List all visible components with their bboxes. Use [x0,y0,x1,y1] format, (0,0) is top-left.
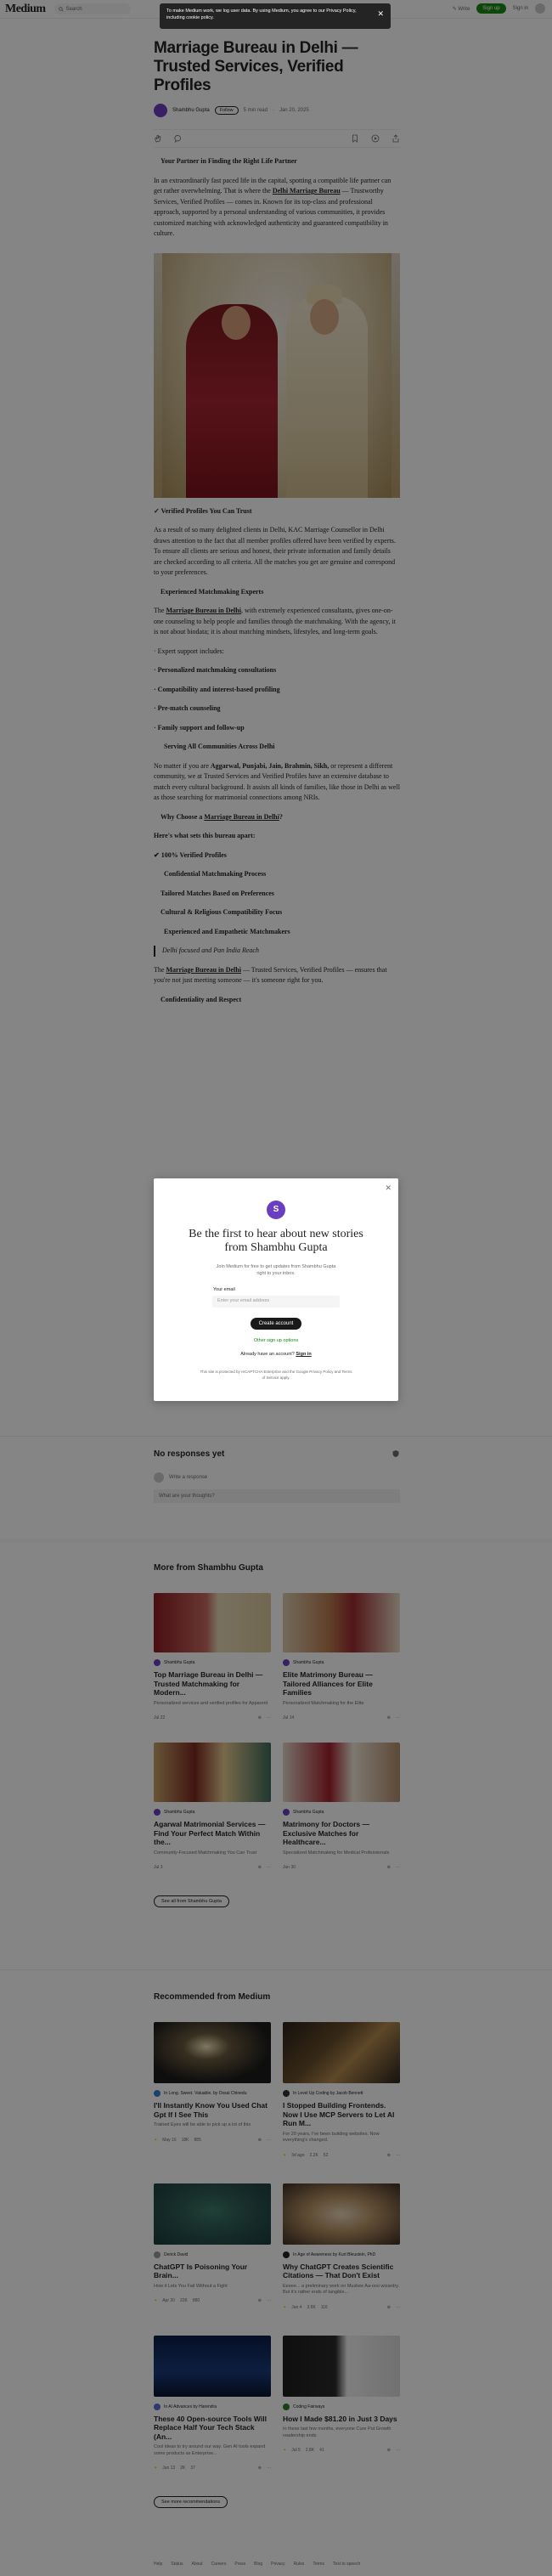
text: The [154,607,166,614]
response-writer: Write a response [169,1475,208,1480]
card-date: Jun 13 [162,2466,176,2471]
subscribe-modal [154,1178,398,1401]
footer-link[interactable]: Help [154,2562,163,2567]
footer-link[interactable]: Rules [293,2562,305,2567]
intro-heading: Your Partner in Finding the Right Life Partner [161,157,297,165]
more-icon[interactable]: ··· [267,2298,271,2303]
card-date: May 16 [162,2137,177,2143]
more-icon[interactable]: ··· [396,1865,400,1870]
card-author[interactable]: Shambhu Gupta [164,1810,195,1815]
communities-bold: Aggarwal, Punjabi, Jain, Brahmin, Sikh, [210,761,330,770]
card-subtitle: Cool ideas to try around our way. Gen AI tools expand some products as Enterprise... [154,2444,266,2456]
feature-item: ✔ 100% Verified Profiles [154,850,227,859]
footer-link[interactable]: Blog [254,2562,263,2567]
footer-link[interactable]: Privacy [271,2562,285,2567]
card-title[interactable]: Elite Matrimony Bureau — Tailored Alliances for Elite Families [283,1670,373,1697]
card-subtitle: Eeeee... a preliminary work on Muskee Aa-ooo wizardry. But it's rather ends of tangible... [283,2283,400,2295]
comment-count: 116 [320,2304,328,2310]
card-date: Jul 14 [283,1715,295,1720]
card-author[interactable]: In Long. Sweet. Valuable. by Ossai Chinedu [164,2091,247,2096]
more-icon[interactable]: ··· [267,1865,271,1870]
bookmark-icon[interactable]: ⊕ [257,1865,262,1870]
text: — Trusted Services, Verified Profiles — ensures that you're not just meeting someone — it's someone right for you. [154,965,387,984]
more-icon[interactable]: ··· [396,2304,400,2310]
text: — Trustworthy Services, Verified Profiles — comes in. Known for its top-class and professional approach, supported by a personal understanding of various communities, it provides customized matching with acknowledged authenticity and guaranteed compatibility in culture. [154,187,388,237]
bookmark-icon[interactable]: ⊕ [386,2448,391,2453]
more-icon[interactable]: ··· [396,2448,400,2453]
signin-prompt: Already have an account? [240,1352,295,1357]
card-date: Jun 4 [291,2304,302,2310]
signin-link[interactable]: Sign in [512,6,528,11]
publish-date: Jan 20, 2025 [279,108,309,113]
response-input[interactable]: What are your thoughts? [154,1489,400,1503]
card-author[interactable]: Shambhu Gupta [164,1660,195,1665]
star-icon: ✦ [154,2137,158,2143]
card-subtitle: In these last few months, everyone Cure Put Growth readership ends [283,2426,391,2438]
more-icon[interactable]: ··· [267,2137,271,2143]
responses-title: No responses yet [154,1449,225,1459]
more-icon[interactable]: ··· [396,1715,400,1720]
bullet-item: · Compatibility and interest-based profiling [154,685,280,693]
read-time: 5 min read [243,108,268,113]
clap-count: 18K [181,2137,189,2143]
experts-heading: Experienced Matchmaking Experts [161,587,264,596]
bullet-item: · Pre-match counseling [154,704,221,712]
star-icon: ✦ [283,2152,287,2158]
sets-apart-heading: Here's what sets this bureau apart: [154,832,256,839]
comment-count: 880 [192,2298,200,2303]
more-icon[interactable]: ··· [267,1715,271,1720]
text: ? [279,812,283,821]
bookmark-icon[interactable]: ⊕ [386,1865,391,1870]
card-author[interactable]: In AI Advances by Harendra [164,2404,217,2409]
clap-count: 2.8K [305,2448,315,2453]
comment-count: 37 [190,2466,195,2471]
card-date: Jul 22 [154,1715,166,1720]
text: In an extraordinarily fast paced life in the capital, spotting a compatible life partner can get rather overwhelming. That is where the [154,176,391,195]
bookmark-icon[interactable]: ⊕ [386,1715,391,1720]
clap-count: 3.5K [307,2304,316,2310]
signin-link[interactable]: Sign in [296,1352,312,1357]
card-subtitle: Trained Eyes will be able to pick up a lot of this [154,2122,251,2127]
feature-item: Confidential Matchmaking Process [164,870,267,878]
see-more-button[interactable]: See more recommendations [154,2496,228,2508]
close-icon[interactable]: ✕ [377,9,384,18]
write-label: Write [458,6,470,12]
verified-paragraph: As a result of so many delighted clients in Delhi, KAC Marriage Counsellor in Delhi draws attention to the fact that all member profiles offered have been verified by experts. To ensure all clients are serious and honest, their private information and family details are checked according to all criteria. All the matches you get are genuine and correspond to your preferences. [154,526,396,576]
cookie-text: To make Medium work, we log user data. By using Medium, you agree to our Privacy Policy, including cookie policy. [166,8,357,20]
card-author[interactable]: Derick David [164,2251,189,2257]
card-title[interactable]: Matrimony for Doctors — Exclusive Matches for Healthcare... [283,1820,370,1846]
card-date: Jun 30 [283,1865,296,1870]
search-placeholder: Search [65,6,82,12]
text: or represent a different community, we at Trusted Services and Verified Profiles have an extensive database to match every cultural background. It assists all kinds of families, like those in Delhi as well as those searching for matrimonial connections among NRIs. [154,761,400,801]
card-date: Jul 5 [291,2448,301,2453]
card-subtitle: Community-Focused Matchmaking You Can Trust [154,1850,257,1856]
email-label: Your email [213,1287,235,1292]
article-title: Marriage Bureau in Delhi — Trusted Services, Verified Profiles [154,39,358,94]
bookmark-icon[interactable]: ⊕ [257,2137,262,2143]
text: The [154,965,166,974]
comment-count: 885 [194,2137,201,2143]
card-date: Jul 3 [154,1865,163,1870]
delhi-marriage-bureau-link[interactable]: Delhi Marriage Bureau [272,187,341,195]
bookmark-icon[interactable]: ⊕ [386,2304,391,2310]
text: Why Choose a [161,812,205,821]
create-account-button[interactable]: Create account [251,1318,302,1330]
feature-item: Cultural & Religious Compatibility Focus [161,908,283,916]
card-author[interactable]: Shambhu Gupta [293,1810,324,1815]
card-date: Apr 20 [162,2298,175,2303]
bullet-item: · Expert support includes: [154,647,224,655]
close-icon[interactable]: ✕ [385,1183,391,1192]
footer-link[interactable]: About [191,2562,203,2567]
star-icon: ✦ [283,2448,287,2453]
recommended-title: Recommended from Medium [154,1992,271,2002]
bullet-item: · Family support and follow-up [154,723,245,732]
card-author[interactable]: In Level Up Coding by Jacob Bennett [293,2091,363,2096]
card-subtitle: Specialized Matchmaking for Medical Professionals [283,1850,390,1856]
communities-heading: Serving All Communities Across Delhi [164,743,275,750]
more-icon[interactable]: ··· [396,2152,400,2158]
author-name[interactable]: Shambhu Gupta [172,108,210,113]
card-author[interactable]: In Age of Awareness by Kurt Bleustein, PhD [293,2251,376,2257]
star-icon: ✦ [283,2304,287,2310]
follow-button[interactable]: Follow [215,106,239,115]
footer-link[interactable]: Careers [211,2562,227,2567]
more-icon[interactable]: ··· [267,2466,271,2471]
card-subtitle: Personalized Matchmaking for the Elite [283,1700,364,1706]
email-field[interactable]: Enter your email address [212,1296,340,1308]
modal-title: Be the first to hear about new stories from Shambhu Gupta [189,1228,363,1254]
card-date: 3d ago [291,2152,305,2158]
text: No matter if you are [154,761,211,770]
footer-link[interactable]: Status [171,2562,183,2567]
card-title[interactable]: These 40 Open-source Tools Will Replace Half Your Tech Stack (An... [154,2414,267,2441]
more-title: More from Shambhu Gupta [154,1563,263,1573]
card-title[interactable]: I Stopped Building Frontends. Now I Use MCP Servers to Let AI Run M... [283,2101,395,2127]
comment-count: 52 [323,2152,329,2158]
comment-count: 41 [319,2448,324,2453]
card-subtitle: How it Lets You Fail Without a Fight [154,2283,228,2289]
confidentiality-heading: Confidentiality and Respect [161,995,242,1003]
bullet-item: · Personalized matchmaking consultations [154,666,277,674]
signin-row [154,1352,398,1357]
footer-link[interactable]: Text to speech [332,2562,361,2567]
clap-count: 22K [179,2298,188,2303]
bookmark-icon[interactable]: ⊕ [257,1715,262,1720]
card-author[interactable]: Coding Fairways [293,2404,325,2409]
signup-button[interactable]: Sign up [476,3,505,14]
see-all-button[interactable]: See all from Shambhu Gupta [154,1895,229,1907]
author-avatar: S [267,1200,285,1219]
footer-link[interactable]: Press [234,2562,246,2567]
card-title[interactable]: How I Made $81.20 in Just 3 Days [283,2414,397,2423]
card-title[interactable]: I'll Instantly Know You Used Chat Gpt If I See This [154,2101,268,2119]
footer-link[interactable]: Terms [313,2562,324,2567]
bookmark-icon[interactable]: ⊕ [386,2152,391,2158]
other-signup-link[interactable]: Other sign up options [253,1338,299,1343]
fine-print: This site is protected by reCAPTCHA Enterprise and the Google Privacy Policy and Terms of Service apply. [200,1370,352,1380]
cookie-banner [160,3,391,29]
clap-count: 2K [180,2466,186,2471]
star-icon: ✦ [154,2466,158,2471]
bookmark-icon[interactable]: ⊕ [257,2466,262,2471]
modal-subtitle: Join Medium for free to get updates from Shambhu Gupta right to your inbox. [216,1264,336,1276]
card-author[interactable]: Shambhu Gupta [293,1660,324,1665]
card-subtitle: Personalized services and verified profiles for Apparent [154,1700,268,1706]
write-button[interactable]: ✎ Write [452,6,470,12]
verified-heading: ✓ Verified Profiles You Can Trust [154,506,252,515]
marriage-bureau-link[interactable]: Marriage Bureau in Delhi [166,607,241,614]
bookmark-icon[interactable]: ⊕ [257,2298,262,2303]
text: , with extremely experienced consultants, gives one-on-one counseling to help people and families through the matchmaking. With the agency, it is not about biodata; it is about matching mindsets, lifestyles, and long-term goals. [154,607,396,636]
card-title[interactable]: Agarwal Matrimonial Services — Find Your Perfect Match Within the... [154,1820,266,1846]
card-subtitle: For 20 years, I've been building websites. Now everything's changed. [283,2131,380,2143]
card-title[interactable]: Why ChatGPT Creates Scientific Citations — That Don't Exist [283,2262,394,2279]
feature-item: Experienced and Empathetic Matchmakers [164,927,290,935]
star-icon: ✦ [154,2298,158,2303]
clap-count: 2.2K [309,2152,318,2158]
pull-quote: Delhi focused and Pan India Reach [154,946,400,957]
why-choose-link[interactable]: Marriage Bureau in Delhi [204,812,279,821]
card-title[interactable]: Top Marriage Bureau in Delhi — Trusted Matchmaking for Modern... [154,1670,263,1697]
final-link[interactable]: Marriage Bureau in Delhi [166,965,241,974]
feature-item: Tailored Matches Based on Preferences [161,889,274,897]
medium-logo[interactable]: Medium [5,2,46,15]
author-row: Shambhu Gupta Follow 5 min read · Jan 20, 2025 [154,104,400,117]
card-title[interactable]: ChatGPT Is Poisoning Your Brain... [154,2262,248,2279]
